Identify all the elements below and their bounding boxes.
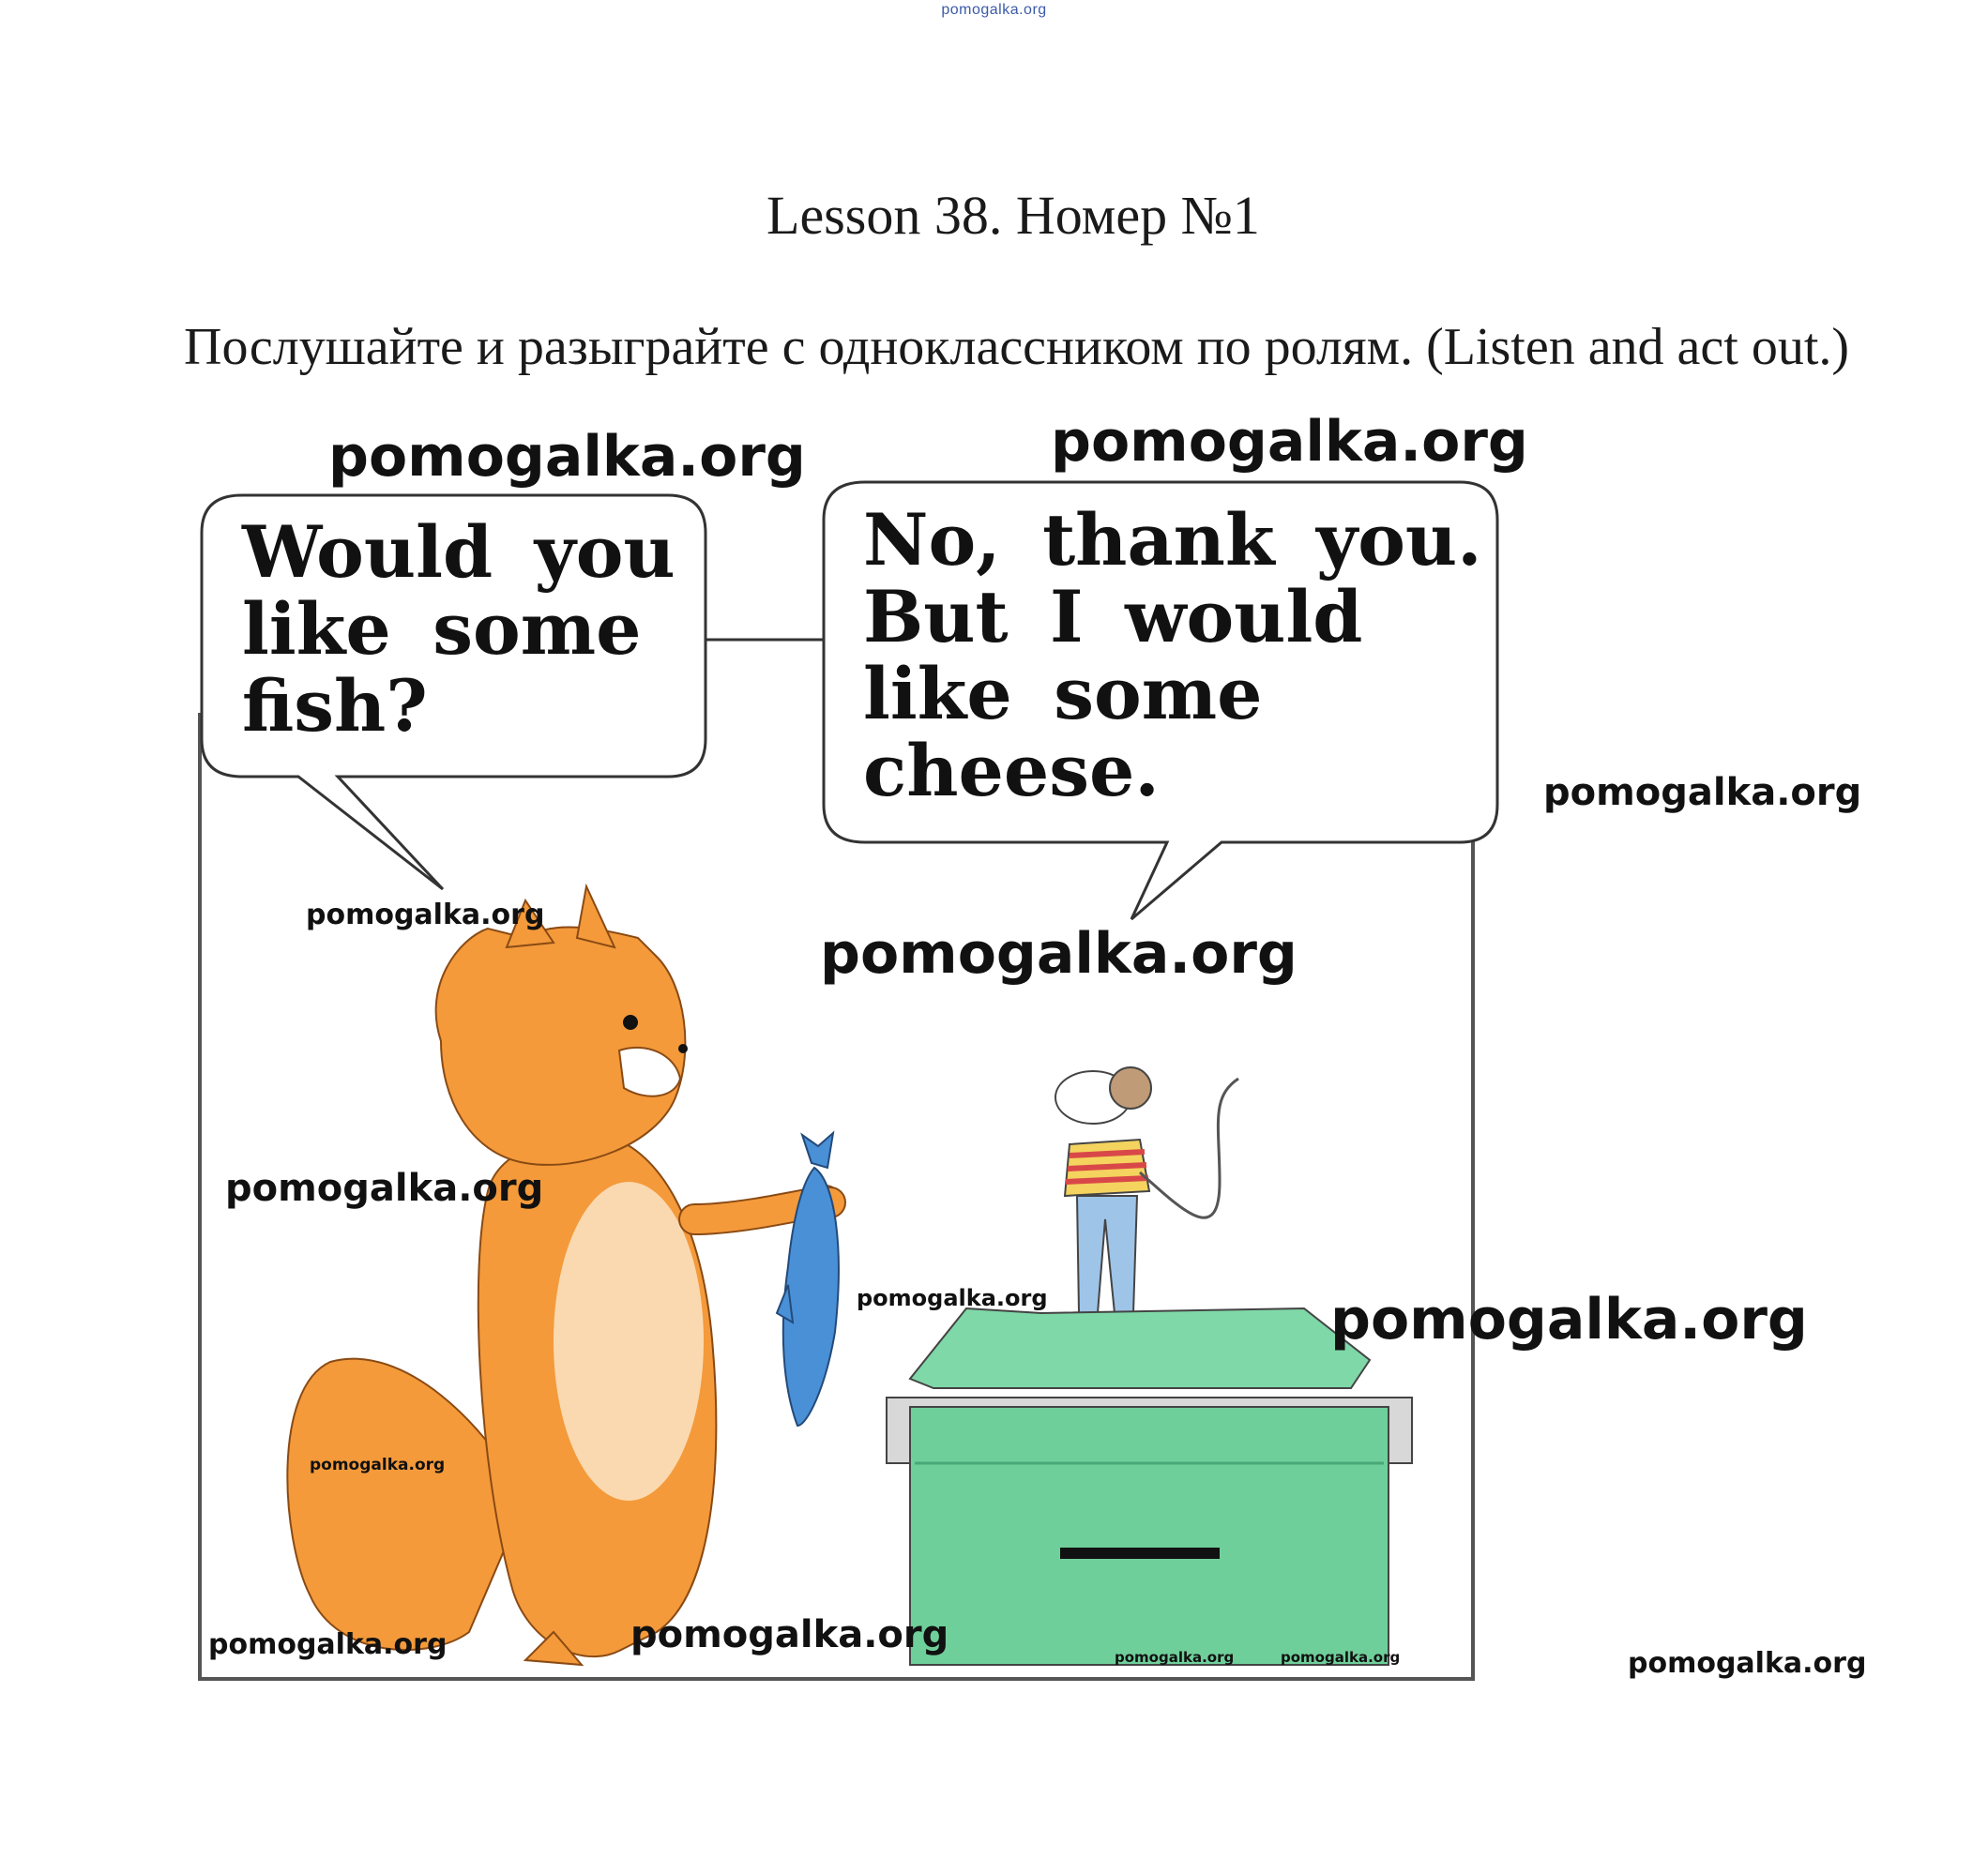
fish-illustration (777, 1133, 839, 1426)
watermark: pomogalka.org (1115, 1649, 1235, 1666)
mouse-speech-text: No, thank you. But I would like some cheese. (863, 498, 1482, 812)
watermark: pomogalka.org (1543, 771, 1862, 814)
instruction-text: Послушайте и разыграйте с одноклассником по ролям. (Listen and act out.) (184, 318, 1850, 376)
watermark: pomogalka.org (1628, 1647, 1867, 1680)
watermark: pomogalka.org (208, 1628, 448, 1661)
watermark: pomogalka.org (1281, 1649, 1401, 1666)
source-watermark: pomogalka.org (941, 2, 1047, 18)
page-title: Lesson 38. Номер №1 (766, 185, 1260, 246)
watermark: pomogalka.org (1051, 409, 1528, 475)
watermark: pomogalka.org (1330, 1287, 1808, 1353)
box-illustration (887, 1308, 1412, 1665)
cat-speech-text: Would you like some fish? (242, 510, 675, 748)
watermark: pomogalka.org (310, 1456, 446, 1474)
watermark: pomogalka.org (820, 921, 1298, 987)
cat-illustration (287, 886, 845, 1665)
watermark: pomogalka.org (225, 1167, 544, 1210)
watermark: pomogalka.org (306, 899, 545, 931)
watermark: pomogalka.org (857, 1285, 1048, 1311)
watermark: pomogalka.org (630, 1613, 949, 1656)
watermark: pomogalka.org (328, 424, 806, 490)
mouse-illustration (1055, 1067, 1238, 1324)
